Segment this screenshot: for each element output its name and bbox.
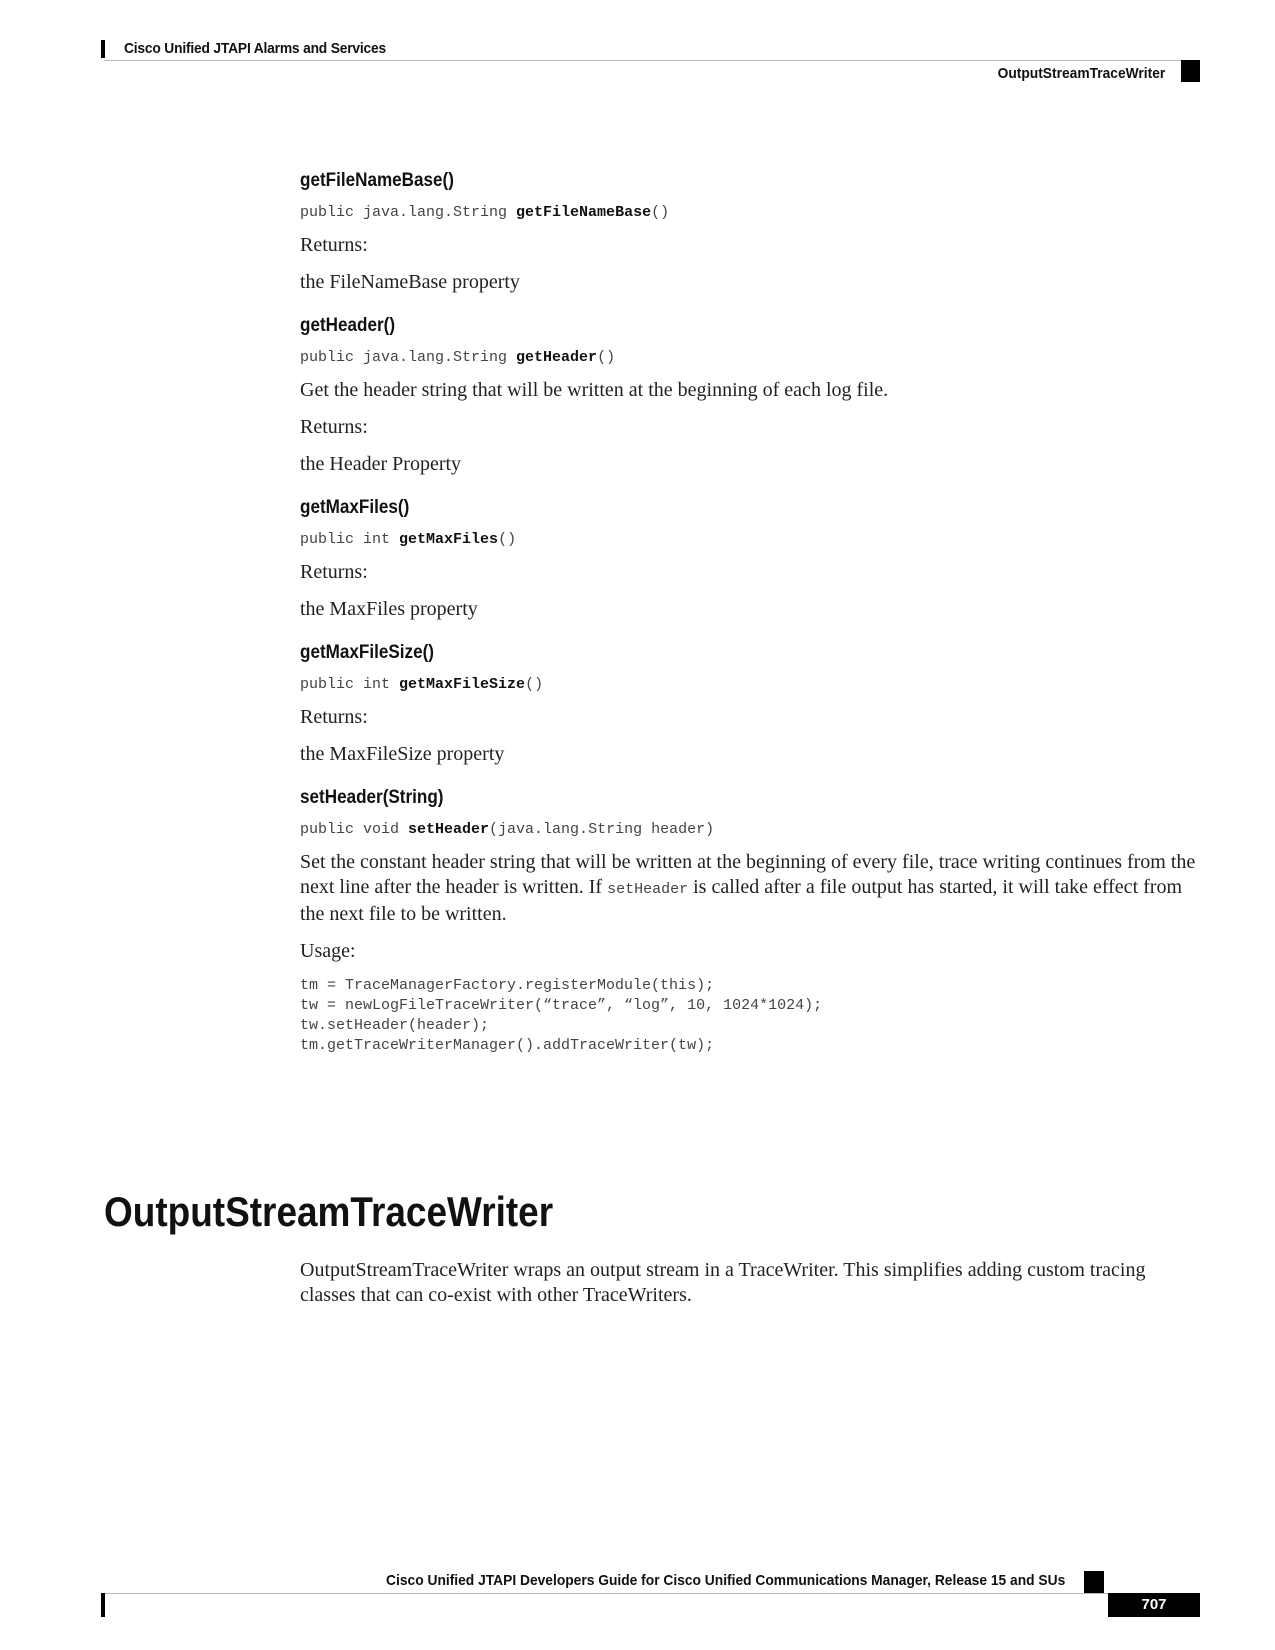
method-signature [300,349,1200,366]
returns-text: the MaxFiles property [300,598,478,620]
method-getmaxfiles [300,497,1200,622]
section-heading: OutputStreamTraceWriter [104,1188,554,1235]
signature-suffix: () [498,531,517,548]
usage-code-block [300,976,1200,1056]
signature-suffix: (java.lang.String header) [489,821,715,838]
header-rule [104,60,1200,61]
method-title: getMaxFiles() [300,497,410,518]
signature-prefix: public java.lang.String [300,204,517,221]
signature-prefix: public int [300,676,400,693]
signature-suffix: () [651,204,670,221]
method-title: getHeader() [300,315,396,336]
signature-name: getMaxFiles [399,531,499,548]
method-getheader [300,315,1200,477]
method-signature [300,676,1200,693]
returns-text: the Header Property [300,453,462,475]
method-title: getMaxFileSize() [300,642,434,663]
footer-left-bar [101,1593,105,1617]
footer-guide-title: Cisco Unified JTAPI Developers Guide for Cisco Unified Communications Manager, Release 15 and SUs [385,1572,1065,1589]
header-left-bar [101,40,105,58]
returns-label: Returns: [300,561,368,583]
signature-prefix: public java.lang.String [300,349,517,366]
method-getmaxfilesize [300,642,1200,767]
returns-text: the MaxFileSize property [300,743,505,765]
method-signature [300,531,1200,548]
signature-prefix: public int [300,531,400,548]
description-text: Set the constant header string that will be written at the beginning of every file, trace writing continues from the next line after the header is written. If [300,851,1196,898]
code-line: tw = newLogFileTraceWriter(“trace”, “log”, 10, 1024*1024); [300,997,823,1014]
section-paragraph: OutputStreamTraceWriter wraps an output stream in a TraceWriter. This simplifies adding custom tracing classes that can co-exist with other TraceWriters. [300,1259,1146,1306]
signature-name: getFileNameBase [516,204,652,221]
method-setheader [300,787,1200,1056]
method-signature [300,821,1200,838]
page-content [300,170,1200,1076]
returns-label: Returns: [300,416,368,438]
signature-name: getMaxFileSize [399,676,526,693]
signature-prefix: public void [300,821,409,838]
method-getfilenamebase [300,170,1200,295]
code-line: tw.setHeader(header); [300,1017,490,1034]
method-description [300,850,1200,927]
header-section-title: OutputStreamTraceWriter [997,65,1165,82]
usage-label: Usage: [300,940,356,962]
header-book-title: Cisco Unified JTAPI Alarms and Services [124,40,387,57]
returns-label: Returns: [300,706,368,728]
code-line: tm = TraceManagerFactory.registerModule(this); [300,977,715,994]
method-description: Get the header string that will be written at the beginning of each log file. [300,379,889,401]
footer-block [1084,1571,1104,1593]
header-right-block [1181,60,1200,82]
signature-name: setHeader [408,821,490,838]
footer-rule [104,1593,1200,1594]
description-inline-code: setHeader [607,881,689,898]
method-title: setHeader(String) [300,787,444,808]
signature-suffix: () [525,676,544,693]
returns-label: Returns: [300,234,368,256]
returns-text: the FileNameBase property [300,271,520,293]
code-line: tm.getTraceWriterManager().addTraceWriter(tw); [300,1037,715,1054]
method-signature [300,204,1200,221]
signature-suffix: () [597,349,616,366]
method-title: getFileNameBase() [300,170,454,191]
signature-name: getHeader [516,349,598,366]
page-number: 707 [1108,1593,1200,1617]
description-text: is called after a file output has started, it will take effect from the next file to be written. [300,876,1182,925]
